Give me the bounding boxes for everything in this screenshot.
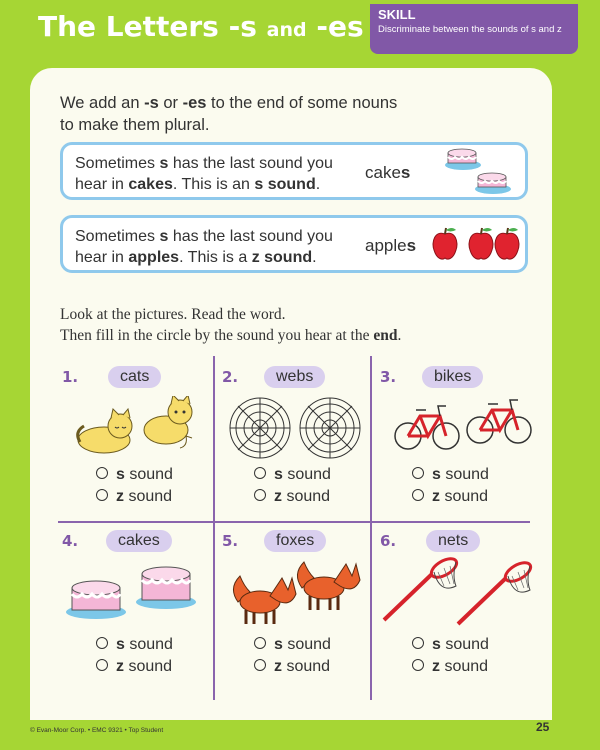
option-word: sound — [282, 636, 331, 653]
option-s-sound[interactable] — [254, 636, 331, 654]
title-and: and — [266, 19, 307, 41]
item-word-pill: cakes — [106, 530, 172, 552]
rule-bold-s: s — [159, 155, 169, 172]
rule-bold-sound: z sound — [251, 249, 313, 266]
rule-text-part: hear in — [75, 176, 129, 193]
item-word-pill: bikes — [422, 366, 483, 388]
option-letter: s — [116, 636, 125, 653]
item-number: 1. — [62, 368, 79, 386]
option-z-sound[interactable] — [254, 658, 330, 676]
option-s-sound[interactable] — [96, 636, 173, 654]
fox-icon — [228, 554, 364, 626]
spider-web-icon — [228, 396, 364, 460]
rule-word-end: s — [406, 236, 417, 255]
option-radio-circle[interactable] — [412, 467, 424, 479]
option-radio-circle[interactable] — [412, 637, 424, 649]
option-radio-circle[interactable] — [412, 659, 424, 671]
page-title — [38, 10, 364, 43]
option-z-sound[interactable] — [412, 488, 488, 506]
rule-z-text — [75, 226, 365, 268]
rule-bold-word: cakes — [128, 176, 173, 193]
intro-text — [60, 92, 397, 136]
apples-icon — [431, 226, 527, 264]
option-word: sound — [440, 658, 489, 675]
grid-divider-vertical — [213, 356, 215, 700]
option-word: sound — [282, 488, 331, 505]
item-word-pill: nets — [426, 530, 480, 552]
option-radio-circle[interactable] — [254, 467, 266, 479]
option-word: sound — [440, 488, 489, 505]
option-radio-circle[interactable] — [96, 467, 108, 479]
option-letter: z — [274, 658, 282, 675]
intro-line-2: to make them plural. — [60, 116, 210, 134]
rule-s-word — [365, 163, 410, 183]
grid-divider-horizontal — [58, 521, 530, 523]
option-radio-circle[interactable] — [254, 637, 266, 649]
item-word-pill: webs — [264, 366, 325, 388]
rule-text-part: . — [312, 249, 317, 266]
option-radio-circle[interactable] — [96, 637, 108, 649]
instructions-text-part: . — [397, 327, 402, 344]
rule-text-part: has the last sound you — [168, 155, 333, 172]
option-letter: z — [274, 488, 282, 505]
option-word: sound — [282, 658, 331, 675]
instructions — [60, 304, 401, 346]
rule-bold-sound: s sound — [254, 176, 316, 193]
cake-icon — [64, 560, 204, 622]
option-word: sound — [440, 636, 489, 653]
skill-text: Discriminate between the sounds of s and z — [378, 24, 562, 35]
skill-label: SKILL — [378, 7, 416, 22]
option-word: sound — [440, 466, 489, 483]
title-end: -es — [306, 10, 364, 43]
option-radio-circle[interactable] — [96, 489, 108, 501]
intro-s-bold: -s — [144, 94, 159, 112]
butterfly-net-icon — [380, 556, 540, 626]
item-number: 2. — [222, 368, 239, 386]
option-z-sound[interactable] — [96, 658, 172, 676]
option-word: sound — [124, 488, 173, 505]
option-letter: z — [432, 488, 440, 505]
rule-text-part: Sometimes — [75, 155, 160, 172]
bicycle-icon — [394, 392, 538, 456]
item-number: 4. — [62, 532, 79, 550]
option-s-sound[interactable] — [412, 636, 489, 654]
rule-box-s-sound — [60, 142, 528, 200]
option-letter: z — [116, 658, 124, 675]
item-number: 6. — [380, 532, 397, 550]
option-word: sound — [124, 466, 173, 483]
rule-text-part: has the last sound you — [168, 228, 333, 245]
option-letter: s — [116, 466, 125, 483]
rule-bold-s: s — [159, 228, 169, 245]
option-s-sound[interactable] — [96, 466, 173, 484]
rule-text-part: . This is an — [172, 176, 255, 193]
item-number: 3. — [380, 368, 397, 386]
option-word: sound — [124, 658, 173, 675]
option-radio-circle[interactable] — [254, 659, 266, 671]
rule-text-part: Sometimes — [75, 228, 160, 245]
option-word: sound — [282, 466, 331, 483]
title-main: The Letters -s — [38, 10, 267, 43]
option-letter: s — [432, 636, 441, 653]
option-z-sound[interactable] — [254, 488, 330, 506]
option-word: sound — [124, 636, 173, 653]
rule-text-part: . This is a — [179, 249, 252, 266]
option-letter: s — [274, 466, 283, 483]
option-letter: s — [432, 466, 441, 483]
rule-box-z-sound — [60, 215, 528, 273]
rule-word-stem: apple — [365, 236, 407, 255]
rule-bold-word: apples — [128, 249, 180, 266]
option-z-sound[interactable] — [96, 488, 172, 506]
intro-text-part: We add an — [60, 94, 145, 112]
option-s-sound[interactable] — [254, 466, 331, 484]
item-number: 5. — [222, 532, 239, 550]
option-radio-circle[interactable] — [96, 659, 108, 671]
intro-es-bold: -es — [182, 94, 207, 112]
intro-text-part: to the end of some nouns — [206, 94, 398, 112]
footer-credit: © Evan-Moor Corp. • EMC 9321 • Top Student — [30, 727, 164, 734]
instructions-line-1: Look at the pictures. Read the word. — [60, 306, 286, 323]
rule-s-text — [75, 153, 365, 195]
rule-text-part: . — [315, 176, 321, 193]
option-letter: z — [432, 658, 440, 675]
rule-word-stem: cake — [365, 163, 401, 182]
rule-z-word — [365, 236, 416, 256]
skill-tab — [370, 4, 578, 54]
instructions-bold-end: end — [373, 327, 398, 344]
option-radio-circle[interactable] — [254, 489, 266, 501]
instructions-text-part: Then fill in the circle by the sound you hear at the — [60, 327, 374, 344]
rule-word-end: s — [400, 163, 411, 182]
option-s-sound[interactable] — [412, 466, 489, 484]
cat-icon — [74, 396, 204, 458]
grid-divider-vertical — [370, 356, 372, 700]
option-radio-circle[interactable] — [412, 489, 424, 501]
option-letter: s — [274, 636, 283, 653]
page-number: 25 — [536, 720, 550, 734]
option-letter: z — [116, 488, 124, 505]
cakes-icon — [441, 147, 521, 197]
item-word-pill: foxes — [264, 530, 326, 552]
intro-text-part: or — [158, 94, 183, 112]
rule-text-part: hear in — [75, 249, 129, 266]
option-z-sound[interactable] — [412, 658, 488, 676]
item-word-pill: cats — [108, 366, 161, 388]
